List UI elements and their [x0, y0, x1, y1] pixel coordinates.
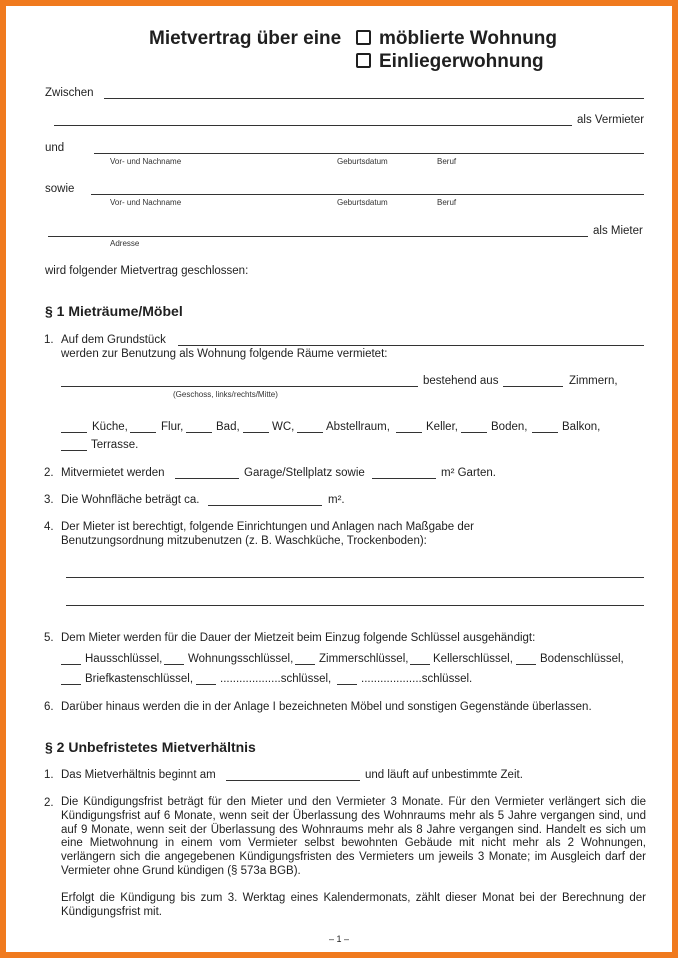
item2-text-c: m² Garten.: [441, 467, 496, 479]
room-wc: WC,: [272, 421, 295, 433]
room-balkon: Balkon,: [562, 421, 601, 433]
room-blank-kueche[interactable]: [61, 432, 87, 433]
property-line[interactable]: [178, 345, 644, 346]
document-page: [6, 6, 672, 952]
room-blank-balkon[interactable]: [532, 432, 558, 433]
caption-address: Adresse: [110, 239, 140, 248]
caption-geschoss: (Geschoss, links/rechts/Mitte): [173, 390, 278, 399]
contract-title: Mietvertrag über eine: [149, 28, 342, 49]
living-area-line[interactable]: [208, 505, 322, 506]
tenant2-line[interactable]: [91, 194, 644, 195]
garden-size-line[interactable]: [372, 478, 436, 479]
room-abstellraum: Abstellraum,: [326, 421, 390, 433]
landlord-address-line[interactable]: [54, 125, 572, 126]
checkbox-granny-flat[interactable]: [356, 53, 371, 68]
key-blank-keller[interactable]: [410, 664, 430, 665]
option-granny-flat-label: Einliegerwohnung: [379, 51, 544, 72]
start-date-line[interactable]: [226, 780, 360, 781]
key-blank-briefkasten[interactable]: [61, 684, 81, 685]
room-blank-flur[interactable]: [130, 432, 156, 433]
option-furnished[interactable]: [356, 28, 557, 50]
notice-calculation-paragraph: Erfolgt die Kündigung bis zum 3. Werktag eines Kalendermonats, zählt dieser Monat bei der Berechnung der Kündigungsfrist mit.: [61, 892, 646, 918]
facilities-line-1[interactable]: [66, 577, 644, 578]
key-other-2-dots: ...................: [361, 673, 422, 685]
s2-item1-text-b: und läuft auf unbestimmte Zeit.: [365, 769, 523, 781]
key-other-1-label: schlüssel,: [280, 673, 332, 685]
room-blank-abstellraum[interactable]: [297, 432, 323, 433]
page-number: – 1 –: [329, 934, 350, 944]
key-keller: Kellerschlüssel,: [433, 653, 513, 665]
item3-text-b: m².: [328, 494, 345, 506]
option-furnished-label: möblierte Wohnung: [379, 28, 558, 49]
key-blank-zimmer[interactable]: [295, 664, 315, 665]
caption-birthdate-2: Geburtsdatum: [337, 198, 388, 207]
section1-heading: § 1 Mieträume/Möbel: [45, 303, 183, 319]
label-als-vermieter: als Vermieter: [577, 114, 645, 126]
room-kueche: Küche,: [92, 421, 128, 433]
room-blank-keller[interactable]: [396, 432, 422, 433]
item3-number: 3.: [44, 494, 54, 506]
key-blank-boden[interactable]: [516, 664, 536, 665]
label-und: und: [45, 142, 65, 154]
floor-line[interactable]: [61, 386, 418, 387]
s2-item2-number: 2.: [44, 797, 54, 809]
key-haus: Hausschlüssel,: [85, 653, 163, 665]
intro-text: wird folgender Mietvertrag geschlossen:: [45, 265, 249, 277]
checkbox-furnished[interactable]: [356, 30, 371, 45]
room-blank-bad[interactable]: [186, 432, 212, 433]
room-flur: Flur,: [161, 421, 184, 433]
item5-number: 5.: [44, 632, 54, 644]
label-zimmern: Zimmern,: [569, 375, 618, 387]
section2-heading: § 2 Unbefristetes Mietverhältnis: [45, 739, 256, 755]
room-terrasse: Terrasse.: [91, 439, 139, 451]
key-other-1-dots: ...................: [220, 673, 281, 685]
item2-text-b: Garage/Stellplatz sowie: [244, 467, 365, 479]
item1-number: 1.: [44, 334, 54, 346]
caption-name-1: Vor- und Nachname: [110, 157, 182, 166]
key-briefkasten: Briefkastenschlüssel,: [85, 673, 194, 685]
key-boden: Bodenschlüssel,: [540, 653, 624, 665]
item6-text: Darüber hinaus werden die in der Anlage I bezeichneten Möbel und sonstigen Gegenstände überlassen.: [61, 701, 592, 713]
item1-line1: Auf dem Grundstück: [61, 334, 166, 346]
item6-number: 6.: [44, 701, 54, 713]
key-blank-haus[interactable]: [61, 664, 81, 665]
item2-text-a: Mitvermietet werden: [61, 467, 165, 479]
room-blank-wc[interactable]: [243, 432, 269, 433]
option-granny-flat[interactable]: [356, 51, 544, 73]
room-bad: Bad,: [216, 421, 240, 433]
key-blank-other-1[interactable]: [196, 684, 216, 685]
tenant1-line[interactable]: [94, 153, 644, 154]
label-als-mieter: als Mieter: [593, 225, 643, 237]
item3-text-a: Die Wohnfläche beträgt ca.: [61, 494, 200, 506]
caption-job-2: Beruf: [437, 198, 457, 207]
item4-line1: Der Mieter ist berechtigt, folgende Einrichtungen und Anlagen nach Maßgabe der: [61, 521, 474, 533]
item5-line1: Dem Mieter werden für die Dauer der Mietzeit beim Einzug folgende Schlüssel ausgehändigt:: [61, 632, 536, 644]
notice-period-paragraph: Die Kündigungsfrist beträgt für den Mieter und den Vermieter 3 Monate. Für den Vermieter verlängert sich die Kündigungsfrist auf 6 Monate, wenn seit der Überlassung des Wohnraums mehr als 5 Jahre vergangen sind, und auf 9 Monate, wenn seit der Überlassung des Wohnraums mehr als 8 Jahre vergangen sind. Handelt es sich um eine Mietwohnung in einem vom Vermieter selbst bewohnten Gebäude mit nicht mehr als 2 Wohnungen, verlängern sich die angegebenen Kündigungsfristen des Vermieters um jeweils 3 Monate; im Ausgleich darf der Vermieter ohne Grund kündigen (§ 573a BGB).: [61, 796, 646, 877]
tenant-address-line[interactable]: [48, 236, 588, 237]
label-sowie: sowie: [45, 183, 75, 195]
item1-line2: werden zur Benutzung als Wohnung folgende Räume vermietet:: [61, 348, 388, 360]
room-blank-terrasse[interactable]: [61, 450, 87, 451]
room-keller: Keller,: [426, 421, 458, 433]
s2-item1-number: 1.: [44, 769, 54, 781]
label-zwischen: Zwischen: [45, 87, 94, 99]
caption-name-2: Vor- und Nachname: [110, 198, 182, 207]
rooms-count-line[interactable]: [503, 386, 563, 387]
landlord-name-line[interactable]: [104, 98, 644, 99]
caption-birthdate-1: Geburtsdatum: [337, 157, 388, 166]
key-blank-other-2[interactable]: [337, 684, 357, 685]
facilities-line-2[interactable]: [66, 605, 644, 606]
room-boden: Boden,: [491, 421, 528, 433]
room-blank-boden[interactable]: [461, 432, 487, 433]
key-blank-wohnung[interactable]: [164, 664, 184, 665]
s2-item1-text-a: Das Mietverhältnis beginnt am: [61, 769, 216, 781]
garage-count-line[interactable]: [175, 478, 239, 479]
caption-job-1: Beruf: [437, 157, 457, 166]
key-other-2: [361, 672, 472, 686]
item2-number: 2.: [44, 467, 54, 479]
label-bestehend: bestehend aus: [423, 375, 499, 387]
item4-line2: Benutzungsordnung mitzubenutzen (z. B. Waschküche, Trockenboden):: [61, 535, 427, 547]
key-wohnung: Wohnungsschlüssel,: [188, 653, 294, 665]
item4-number: 4.: [44, 521, 54, 533]
key-other-1: [220, 672, 331, 686]
key-zimmer: Zimmerschlüssel,: [319, 653, 409, 665]
key-other-2-label: schlüssel.: [421, 673, 473, 685]
